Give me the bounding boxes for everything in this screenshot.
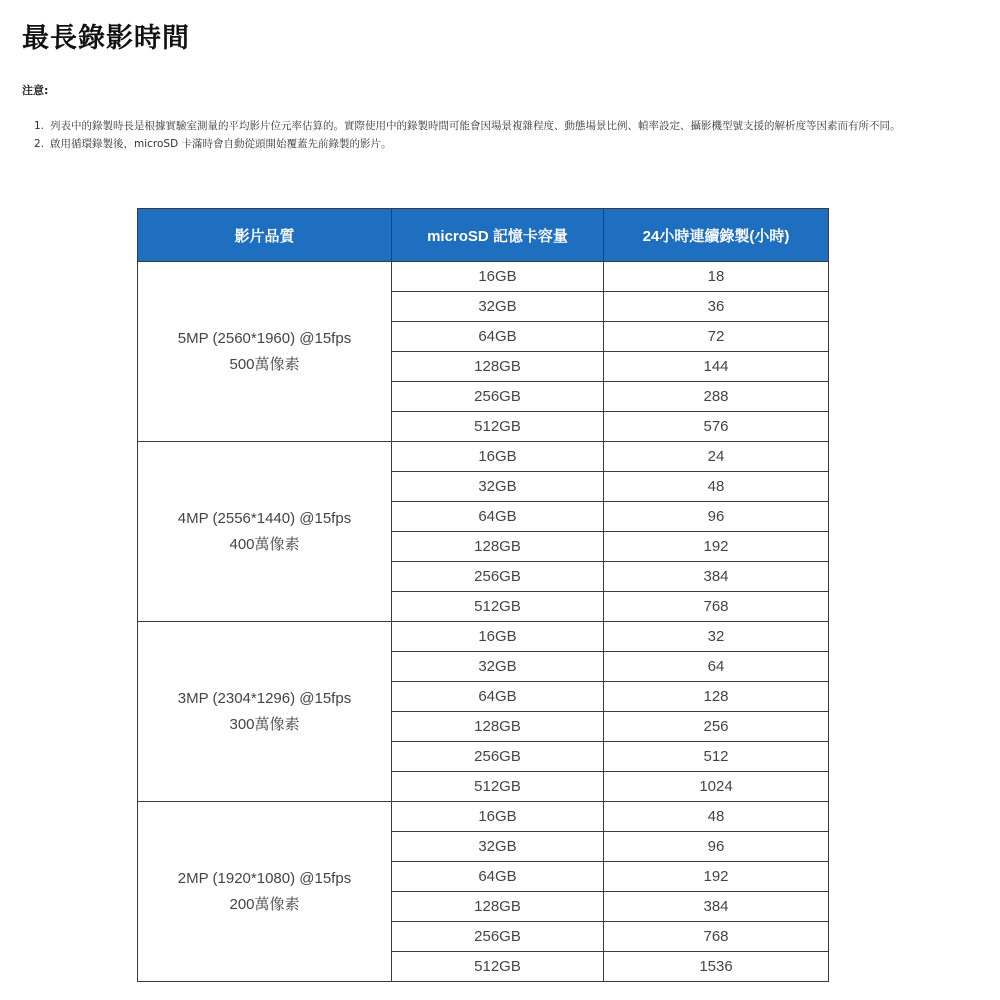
note-label: 注意:: [22, 84, 49, 97]
capacity-cell: 16GB: [392, 622, 604, 652]
quality-pixels: 400萬像素: [229, 535, 300, 553]
capacity-cell: 256GB: [392, 382, 604, 412]
hours-cell: 288: [604, 382, 829, 412]
capacity-cell: 32GB: [392, 472, 604, 502]
quality-resolution: 4MP (2556*1440) @15fps: [177, 509, 352, 527]
quality-pixels: 300萬像素: [229, 715, 300, 733]
capacity-cell: 16GB: [392, 262, 604, 292]
capacity-cell: 64GB: [392, 502, 604, 532]
hours-cell: 576: [604, 412, 829, 442]
video-quality-cell: [138, 802, 392, 982]
hours-cell: 192: [604, 862, 829, 892]
recording-time-table: [137, 208, 829, 982]
notes-list: [34, 117, 984, 153]
note-number: 2.: [34, 138, 45, 150]
hours-cell: 384: [604, 892, 829, 922]
table-row: [138, 262, 829, 292]
video-quality-cell: [138, 622, 392, 802]
hours-cell: 256: [604, 712, 829, 742]
hours-cell: 144: [604, 352, 829, 382]
table-row: [138, 442, 829, 472]
quality-pixels: 200萬像素: [229, 895, 300, 913]
note-item: [34, 117, 984, 135]
hours-cell: 1536: [604, 952, 829, 982]
hours-cell: 1024: [604, 772, 829, 802]
quality-resolution: 5MP (2560*1960) @15fps: [177, 329, 352, 347]
note-number: 1.: [34, 120, 45, 132]
hours-cell: 48: [604, 802, 829, 832]
quality-pixels: 500萬像素: [229, 355, 300, 373]
hours-cell: 18: [604, 262, 829, 292]
capacity-cell: 64GB: [392, 862, 604, 892]
hours-cell: 128: [604, 682, 829, 712]
capacity-cell: 32GB: [392, 652, 604, 682]
hours-cell: 96: [604, 832, 829, 862]
hours-cell: 768: [604, 922, 829, 952]
capacity-cell: 512GB: [392, 772, 604, 802]
hours-cell: 72: [604, 322, 829, 352]
header-microsd-capacity: microSD 記憶卡容量: [392, 209, 604, 262]
hours-cell: 192: [604, 532, 829, 562]
capacity-cell: 512GB: [392, 952, 604, 982]
quality-resolution: 2MP (1920*1080) @15fps: [177, 869, 352, 887]
capacity-cell: 16GB: [392, 442, 604, 472]
table-row: [138, 622, 829, 652]
header-continuous-hours: 24小時連續錄製(小時): [604, 209, 829, 262]
capacity-cell: 64GB: [392, 322, 604, 352]
hours-cell: 512: [604, 742, 829, 772]
hours-cell: 36: [604, 292, 829, 322]
video-quality-cell: [138, 262, 392, 442]
capacity-cell: 512GB: [392, 592, 604, 622]
capacity-cell: 16GB: [392, 802, 604, 832]
capacity-cell: 512GB: [392, 412, 604, 442]
capacity-cell: 128GB: [392, 892, 604, 922]
note-text: 列表中的錄製時長是根據實驗室測量的平均影片位元率估算的。實際使用中的錄製時間可能會因場景複雜程度、動態場景比例、幀率設定、攝影機型號支援的解析度等因素而有所不同。: [50, 120, 901, 132]
video-quality-cell: [138, 442, 392, 622]
note-item: [34, 135, 984, 153]
hours-cell: 24: [604, 442, 829, 472]
capacity-cell: 128GB: [392, 712, 604, 742]
hours-cell: 32: [604, 622, 829, 652]
quality-resolution: 3MP (2304*1296) @15fps: [177, 689, 352, 707]
table-row: [138, 802, 829, 832]
hours-cell: 64: [604, 652, 829, 682]
capacity-cell: 128GB: [392, 352, 604, 382]
hours-cell: 768: [604, 592, 829, 622]
capacity-cell: 128GB: [392, 532, 604, 562]
note-text: 啟用循環錄製後，microSD 卡滿時會自動從頭開始覆蓋先前錄製的影片。: [50, 138, 392, 150]
hours-cell: 384: [604, 562, 829, 592]
capacity-cell: 256GB: [392, 742, 604, 772]
hours-cell: 48: [604, 472, 829, 502]
hours-cell: 96: [604, 502, 829, 532]
capacity-cell: 32GB: [392, 292, 604, 322]
capacity-cell: 32GB: [392, 832, 604, 862]
table-header-row: [138, 209, 829, 262]
capacity-cell: 256GB: [392, 562, 604, 592]
page-title: 最長錄影時間: [22, 23, 190, 54]
capacity-cell: 256GB: [392, 922, 604, 952]
table-body: [138, 262, 829, 982]
header-video-quality: 影片品質: [138, 209, 392, 262]
capacity-cell: 64GB: [392, 682, 604, 712]
